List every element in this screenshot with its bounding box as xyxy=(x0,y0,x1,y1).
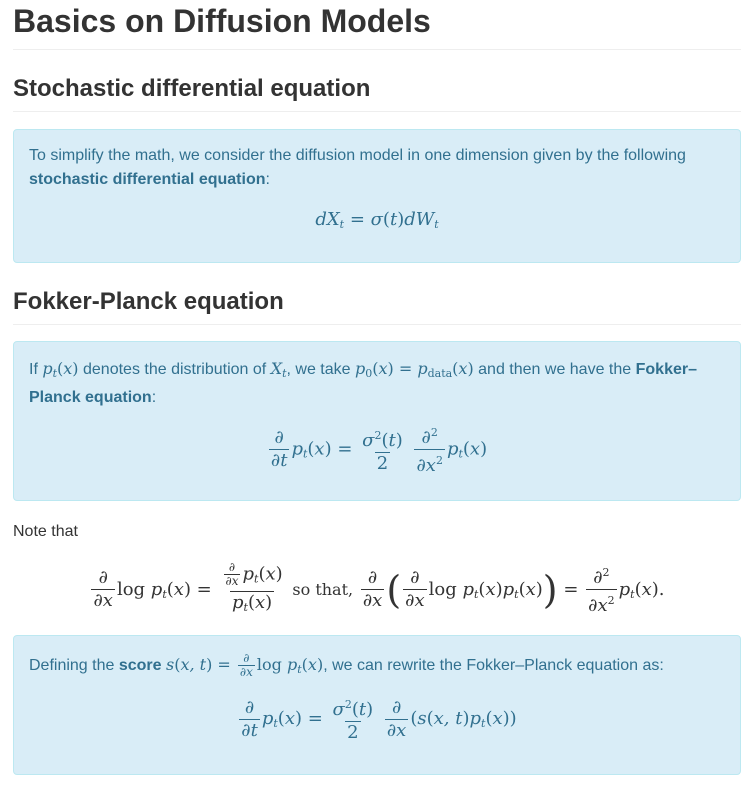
section-divider xyxy=(13,324,741,325)
sde-intro-text: To simplify the math, we consider the diffusion model in one dimension given by the following stochastic differential equation: xyxy=(29,147,686,188)
page-title: Basics on Diffusion Models xyxy=(13,3,431,39)
section-heading-sde: Stochastic differential equation xyxy=(13,75,371,102)
section-divider xyxy=(13,111,741,112)
score-intro-text: Defining the score s(x, t) = $\frac{\partial}{\partial x}$ $\log p_t(x)$, we can rewrite the Fokker–Planck equation as: xyxy=(29,651,664,679)
score-equation: $\frac{\partial}{\partial t}$ $p_t(x)$ = $\frac{\sigma^2(t)}{2}$ $\frac{\partial}{\partial x}$ (s(x, $t)p_t(x)$) xyxy=(241,696,517,743)
sde-term: stochastic differential equation xyxy=(29,171,266,188)
score-term: score xyxy=(118,657,162,674)
fokker-planck-equation: $\frac{\partial}{\partial t}$ $p_t(x)$ = $\frac{\sigma^2(t)}{2}$ $\frac{\partial^2}{\partial x^2}$ $p_t(x)$ xyxy=(270,426,488,476)
note-connector: so that, xyxy=(292,579,354,599)
title-divider xyxy=(13,49,741,50)
note-equation: $\frac{\partial}{\partial x}$ $\log p_t(x)$ = $\frac{\partial}{\partial x}$ $p_t(x)$ $p_t(x)$ so that, $\frac{\partial}{\partial x}$ ( $\frac{\partial}{\partial x}$ $\log p_t(x)p_t(x)$) = $\frac{\partial^2}{\partial x^2}$ $p_t(x)$. xyxy=(13,561,741,619)
fokker-planck-intro-text: If $p_t(x)$ denotes the distribution of $X_t$, we take $p_0(x) = p_{data}(x)$ and then we have the Fokker–Planck equation: xyxy=(29,359,697,406)
fokker-planck-term: Fokker–Planck equation xyxy=(29,361,697,406)
note-label: Note that xyxy=(13,523,78,540)
sde-info-box xyxy=(13,129,741,263)
section-heading-fokker-planck: Fokker-Planck equation xyxy=(13,288,284,315)
fokker-planck-info-box xyxy=(13,341,741,501)
sde-equation: $dX_t = \sigma(t)dW_t$ xyxy=(315,209,439,231)
score-info-box xyxy=(13,635,741,775)
